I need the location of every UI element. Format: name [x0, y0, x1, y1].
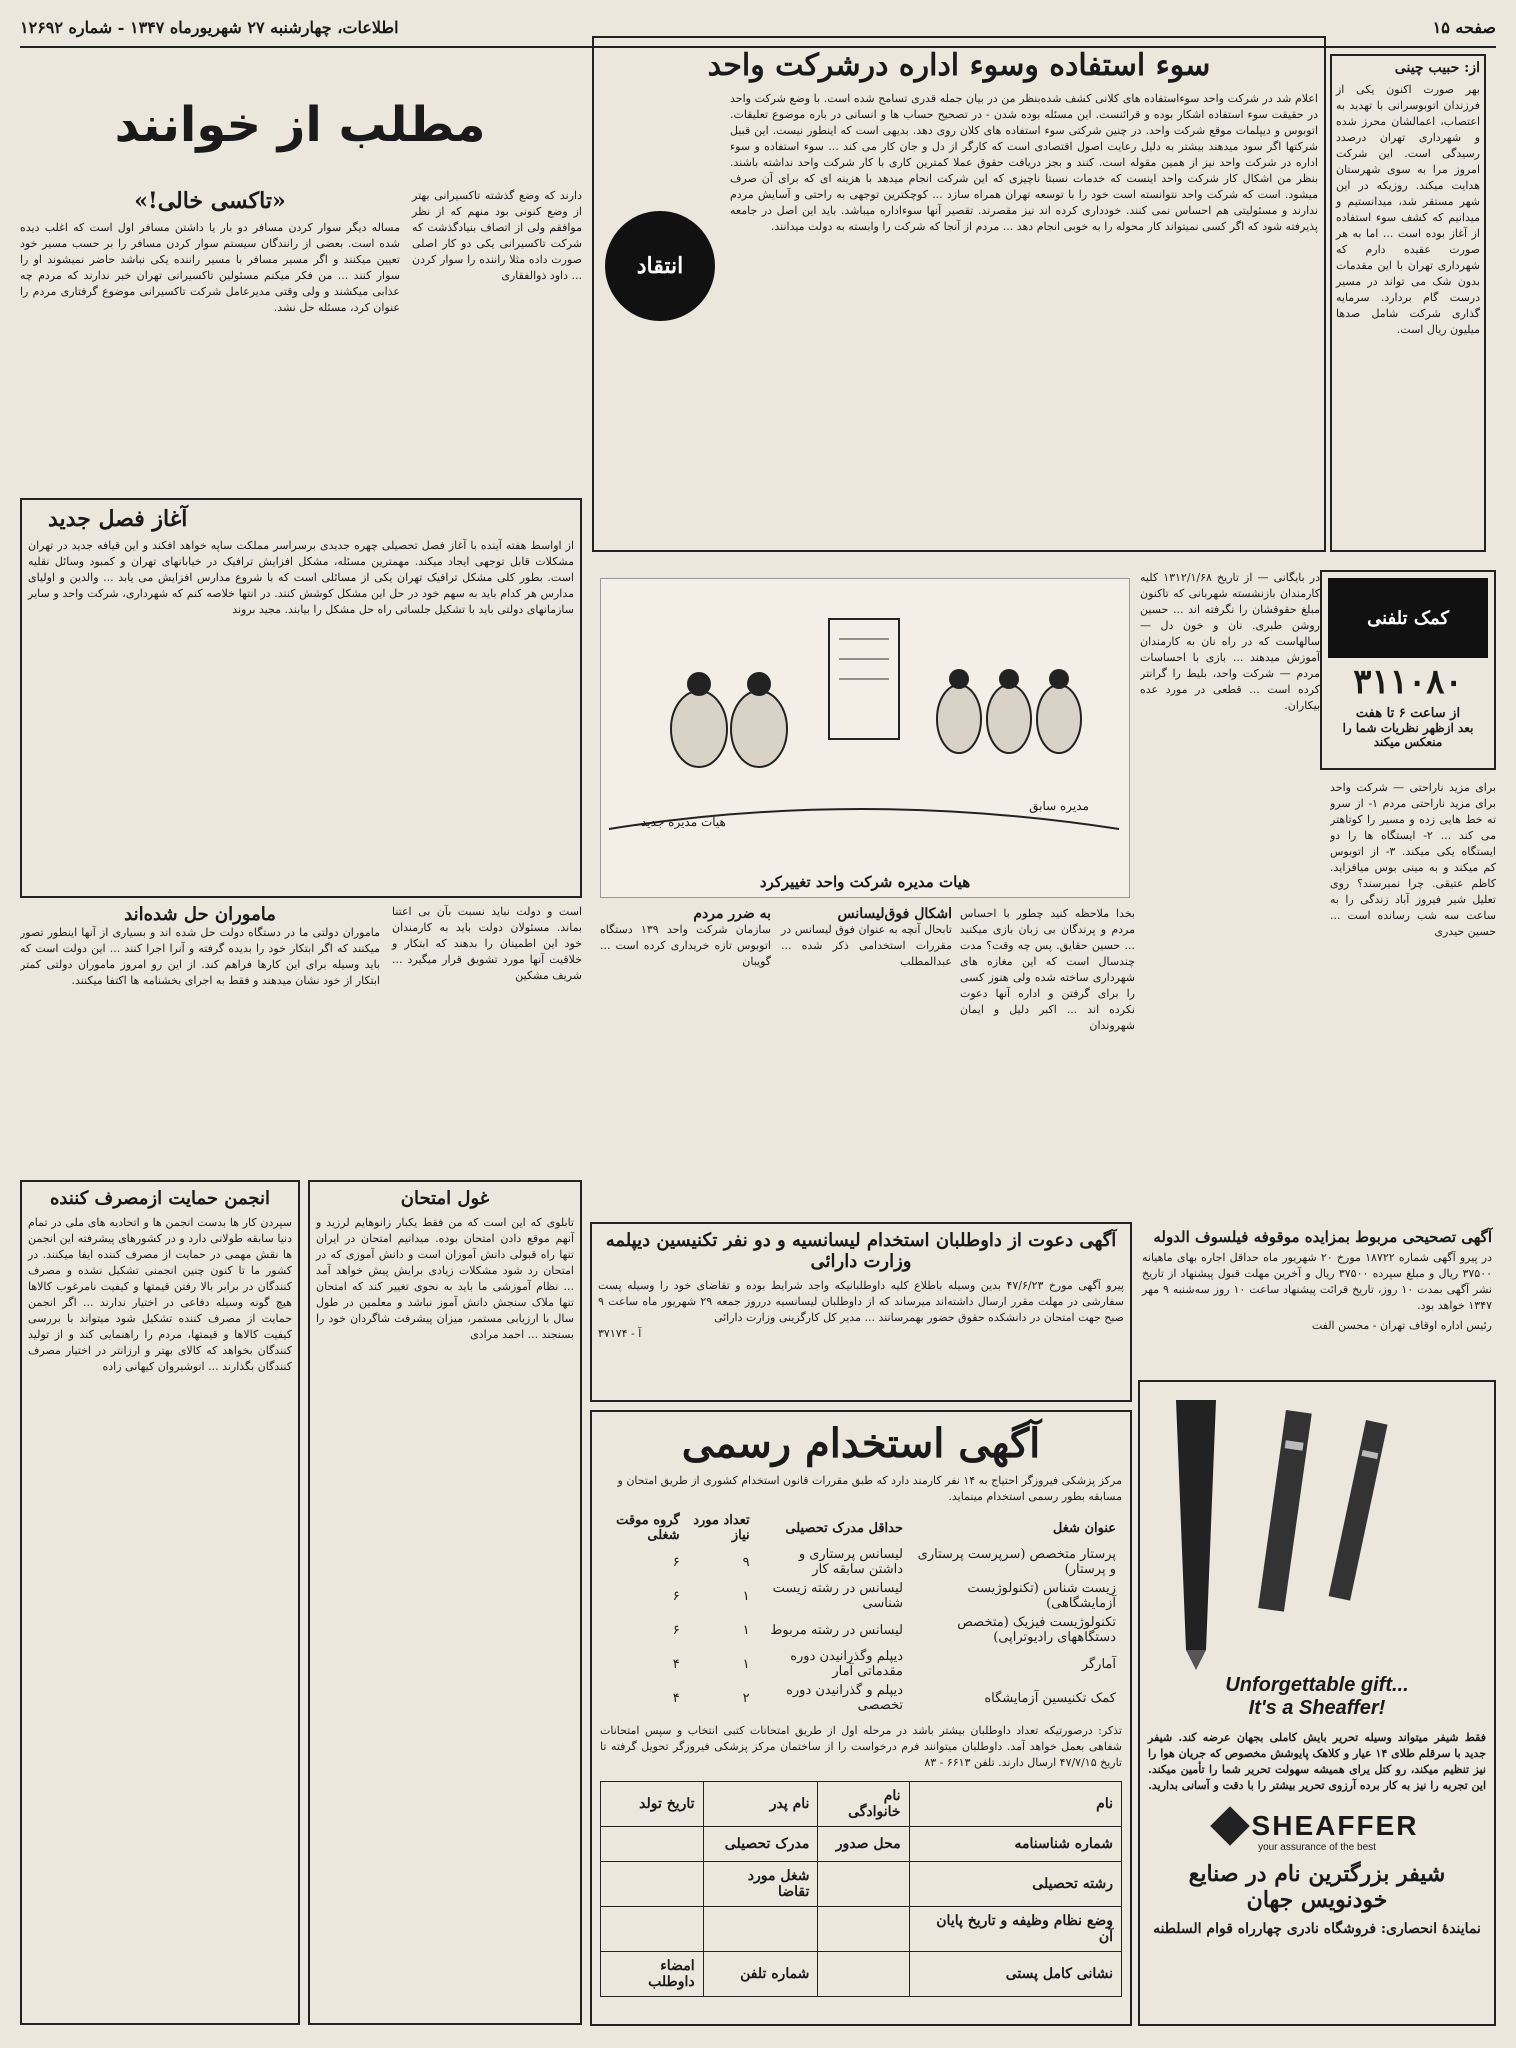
pen-illustration [1146, 1390, 1486, 1670]
form-cell: شماره تلفن [703, 1952, 818, 1997]
cartoon-caption: هیات مدیره شرکت واحد تغییرکرد [759, 873, 971, 891]
job-group: ۴ [672, 1656, 680, 1672]
ad-recruit-1-title: آگهی دعوت از داوطلبان استخدام لیسانسیه و دو نفر تکنیسین دیپلمه وزارت دارائی [605, 1230, 1117, 1272]
job-group: ۴ [672, 1690, 680, 1706]
job-group: ۶ [672, 1622, 680, 1638]
article-season [20, 498, 582, 898]
letters-col-1 [1330, 780, 1496, 1200]
jobs-col-count: تعداد مورد نیاز [693, 1513, 750, 1543]
phone-help-box [1320, 570, 1496, 770]
table-row [600, 1579, 1122, 1613]
job-degree: لیسانس پرستاری و داشتن سابقه کار [798, 1547, 904, 1577]
letters-col-2-text: در بایگانی — از تاریخ ۱۳۱۲/۱/۶۸ کلیه کارمندان بازنشسته شهربانی که تاکنون مبلغ حقوقشان را نگرفته اند ... حسین روشن طبری. نان و خون دل — سالهاست که در راه نان به کارمندان آموزش میدهند ... بازی با احساسات مردم — شرکت واحد، بلیط را گرانتر کرده است ... قطعی در مورد عده بیکاران. [1140, 571, 1320, 712]
exam-title: غول امتحان [400, 1188, 490, 1209]
job-count: ۹ [742, 1554, 750, 1570]
critique-logo [605, 211, 715, 321]
article-exam [308, 1180, 582, 2025]
article-consumer [20, 1180, 300, 2025]
job-group: ۶ [672, 1588, 680, 1604]
taxi-title: «تاکسی خالی!» [134, 188, 286, 214]
job-title: کمک تکنیسین آزمایشگاه [984, 1690, 1116, 1706]
letters-col-2 [1140, 570, 1320, 1200]
job-title: تکنولوژیست فیزیک (متخصص دستگاههای رادیوتراپی) [957, 1615, 1116, 1645]
article-main-body: اعلام شد در شرکت واحد سوءاستفاده های کلانی کشف شده‌بنظر من در بیان جمله قدری تسامح شده است. با وضع شرکت واحد در حقیقت سوء استفاده اشکار بوده و قرائنست. این مسئله بوده شدن - در تصحیح حساب ها و انسانی در باره موضوع تعلیقات. اتوبوس و دیپلمات موقع شرکت واحد. در چنین شرکتی سوء استفاده های کلان روی دهد. بدیهی است که اینطور نیست. این قبیل شرکتها اگر سود میدهند بیشتر به دلیل رعایت اصول اقتصادی است که کارگر از دل و جان کار می کند ... سوء استفاده و سوء اداره در شرکت واحد نیز از همین مقوله است. کنند و بجز دریافت حقوق عملا کمترین کاری با کار شرکت واحد نداشته باشند. بنظر من اشکال کار شرکت واحد اینست که خدمات نسبتا ناچیزی که این شرکت انجام میدهد با هزینه ای که برای آن صرف میشود. است که شرکت واحد نتوانسته است خود را با توسعه تهران همراه سازد ... کوچکترین توجهی به راحتی و آسایش مردم ندارند و مسئولیتی هم احساس نمی کنند. خودداری کرده اند نیز مقصرند. تقصیر آنها سوءاداره میباشد. باید این اصل در جامعه پذیرفته شود که اگر کسی نمیتواند کار محوله را به خوبی انجام دهد ... مردم از آنجا که شرکت را وابسته به دولت میدانند. [730, 92, 1318, 233]
form-cell: نام پدر [703, 1782, 818, 1827]
letters-col-3-text: بخدا ملاحظه کنید چطور با احساس مردم و پرندگان بی زبان بازی میکنید ... حسین حقایق. پس چه وقت؟ مدت چندسال است که این مغازه های شهرداری ساخته شده ولی هنوز کسی را برای گرفتن و اداره آنها دعوت نکرده اند ... اکبر دلیل و ایمان شهروندان [960, 907, 1135, 1032]
form-cell [601, 1862, 704, 1907]
taxi-body-right: مساله دیگر سوار کردن مسافر دو بار یا داشتن مسافر اول است که اغلب دیده شده است. بعضی از رانندگان سیستم سوار کردن مسافر را بر حسب مسیر خود تعیین میکنند و اگر مسیر مسافر با مسیر راننده یکی نباشد حاضر نمیشوند او را سوار کنند ... من فکر میکنم مسئولین تاکسیرانی تهران خبر ندارند که مردم چه عذابی میکشند و ولی وقتی مدیرعامل شرکت تاکسیرانی موضوع گرفتاری مردم را عنوان کرد، مسئله حل نشد. [20, 221, 400, 314]
form-cell: نام خانوادگی [818, 1782, 909, 1827]
ad-recruit-2-jobs-table [600, 1511, 1122, 1715]
phone-logo [1328, 578, 1488, 658]
table-row [600, 1613, 1122, 1647]
form-cell: وضع نظام وظیفه و تاریخ پایان آن [909, 1907, 1121, 1952]
letters-col-1-text: برای مزید ناراحتی — شرکت واحد برای مزید ناراحتی مردم ۱- از سرو ته خط هایی زده و مسیر را کوتاهتر می کند ... ۲- ایستگاه ها را دو ایستگاه یکی میکند. ۳- از اتوبوس کم میکند و به مینی بوس میافزاید. کاظم عتیقی. چرا نمیرسند؟ روی تعلیل شیر فیروز آباد زندگی را به ساعت سه شب رسانده است ... حسین حیدری [1330, 781, 1496, 938]
article-season-body: از اواسط هفته آینده با آغاز فصل تحصیلی چهره جدیدی برسراسر مملکت ساپه خواهد افکند و این قیافه جدید در تهران مشکلات قابل توجهی ایجاد میکند. مهمترین مسئله، مشکل افزایش ترافیک در خیابانهای تهران و کمبود وسائل نقلیه است. بطور کلی مشکل ترافیک تهران یکی از مسائلی است که با شروع مدارس افزایش می یابد ... والدین و اولیای مدارس هر کدام باید به سهم خود در حل این مشکل کوشش کنند. در انتها خلاصه کنم که شهرداری، شرکت واحد و سایر سازمانهای دولتی باید با تشکیل جلساتی راه حل مشکل را بیابند. مجید بروند [28, 539, 574, 616]
sheaffer-tagline-1: Unforgettable gift... [1225, 1674, 1409, 1696]
ad-recruit-2-note: تذکر: درصورتیکه تعداد داوطلبان بیشتر باشد در مرحله اول از طریق امتحانات کتبی انتخاب و سپس امتحانات شفاهی بعمل خواهد آمد. داوطلبان میتوانند فرم درخواست را از ساختمان مرکز پزشکی فیروزگر تحویل گرفته تا تاریخ ۴۷/۷/۱۵ ارسال دارند. تلفن ۶۶۱۳ - ۸۳ [600, 1724, 1122, 1769]
taxi-body-left: دارند که وضع گذشته تاکسیرانی بهتر از وضع کنونی بود منهم که از نظر موافقم ولی از اتصاف بنیادگذشت که شرکت تاکسیرانی یکی دو کار اصلی صورت داده مثلا راننده را سوار کردن ... داود ذوالفقاری [412, 189, 582, 282]
phone-number: ۳۱۱۰۸۰ [1353, 662, 1463, 702]
ad-recruit-2-title: آگهی استخدام رسمی [681, 1420, 1041, 1467]
sheaffer-body: فقط شیفر میتواند وسیله تحریر بایش کاملی بجهان عرضه کند. شیفر جدید با سرقلم طلای ۱۴ عیار و کلاهک پایوشش مخصوص که جریان هوا را نیز تنظیم میکند، رو کتل یرای همیشه سهولت تحریر شما را تأمین میکند. این تجربه را نیز به کار برده آرزوی تحریر بیشتر را با دقت و آسانی بدارید. [1148, 1731, 1486, 1792]
form-cell: شغل مورد تقاضا [703, 1862, 818, 1907]
letters-col-4-title-b: اشکال فوق‌لیسانس [837, 906, 952, 922]
article-main-right-col [1330, 54, 1486, 552]
consumer-title: انجمن حمایت ازمصرف کننده [49, 1188, 271, 1209]
job-title: آمارگر [1081, 1656, 1116, 1672]
sheaffer-brand [1148, 1810, 1486, 1842]
readers-logo-text: مطلب از خوانند [114, 97, 486, 153]
ad-notice-title: آگهی تصحیحی مربوط بمزایده موقوفه فیلسوف الدوله [1153, 1228, 1492, 1246]
form-cell: محل صدور [818, 1827, 909, 1862]
form-cell [601, 1907, 704, 1952]
letters-col-4-text-a: سازمان شرکت واحد ۱۳۹ دستگاه اتوبوس تازه خریداری کرده است ... گویبان [600, 923, 771, 968]
jobs-table-header [600, 1511, 1122, 1545]
cartoon-label-new: هیات مدیره جدید [641, 815, 726, 829]
table-row [600, 1681, 1122, 1715]
ad-notice-body: در پیرو آگهی شماره ۱۸۷۲۲ مورخ ۲۰ شهریور ماه حداقل اجاره بهای ماهیانه ۳۷۵۰۰ ریال و مبلغ سپرده ۳۷۵۰۰ ریال و آخرین مهلت قبول پیشنهاد از تاریخ نشر آگهی بمدت ۱۰ روز، تاریخ قرائت پیشنهاد ساعت ۱۰ روز سه‌شنبه ۹ مهر ۱۳۴۷ خواهد بود. [1142, 1251, 1493, 1312]
phone-note: بعد ازظهر نظریات شما را منعکس میکند [1342, 721, 1474, 749]
ad-recruit-2 [590, 1410, 1132, 2026]
form-row [601, 1862, 1122, 1907]
form-row [601, 1907, 1122, 1952]
ad-recruit-1-body: پیرو آگهی مورخ ۴۷/۶/۲۳ بدین وسیله باطلاع کلیه داوطلبانیکه واجد شرایط بوده و تقاضای خود را وسیله پست سفارشی در مهلت مقرر ارسال داشته‌اند میرساند که از داوطلبان لیسانسیه درروز جمعه ۲۹ شهریور ماه ساعت ۹ صبح جهت امتحان در دانشکده حقوق حضور بهمرسانند ... مدیر کل کارگزینی وزارت دارائی [598, 1279, 1125, 1324]
job-count: ۲ [742, 1690, 750, 1706]
form-cell [818, 1952, 909, 1997]
form-cell: رشته تحصیلی [909, 1862, 1121, 1907]
form-cell: مدرک تحصیلی [703, 1827, 818, 1862]
form-cell: امضاء داوطلب [601, 1952, 704, 1997]
page-number: صفحه ۱۵ [1432, 18, 1496, 37]
jobs-col-degree: حداقل مدرک تحصیلی [785, 1520, 904, 1536]
form-cell [818, 1907, 909, 1952]
table-row [600, 1545, 1122, 1579]
jobs-col-group: گروه موقت شغلی [616, 1513, 680, 1543]
cartoon-label-old: مدیره سابق [1029, 799, 1089, 813]
letters-col-4-text-b: تابحال آنچه به عنوان فوق لیسانس در مقررات استخدامی ذکر شده ... عبدالمطلب [781, 923, 952, 968]
job-count: ۱ [742, 1622, 750, 1638]
job-degree: دیپلم وگذرانیدن دوره مقدماتی آمار [790, 1649, 904, 1679]
sheaffer-logo-icon [1210, 1806, 1250, 1846]
phone-label: کمک تلفنی [1367, 607, 1449, 629]
form-cell [601, 1827, 704, 1862]
article-season-title: آغاز فصل جدید [48, 506, 188, 532]
sheaffer-agent: نمایندهٔ انحصاری: فروشگاه نادری چهارراه قوام السلطنه [1153, 1921, 1481, 1937]
form-row [601, 1952, 1122, 1997]
letters-col-4-title-a: به ضرر مردم [693, 906, 771, 922]
form-cell: نشانی کامل پستی [909, 1952, 1121, 1997]
application-form [600, 1781, 1122, 1997]
sheaffer-slogan: شیفر بزرگترین نام در صنایع خودنویس جهان [1188, 1861, 1446, 1913]
phone-hours: از ساعت ۶ تا هفت [1355, 706, 1461, 721]
job-degree: دیپلم و گذرانیدن دوره تخصصی [786, 1683, 904, 1713]
job-degree: لیسانس در رشته زیست شناسی [772, 1581, 904, 1611]
ad-recruit-1-ref: آ - ۳۷۱۷۴ [598, 1327, 642, 1340]
job-degree: لیسانس در رشته مربوط [770, 1622, 904, 1638]
critique-logo-text: انتقاد [636, 253, 684, 279]
exam-body: تابلوی که این است که من فقط یکبار زانوهایم لرزید و آنهم موقع دادن امتحان بوده. میدانیم امتحان در ایران تنها راه قبولی دانش آموزان است و دانش آموزی که در امتحان رد شود مشکلات زیادی برایش پیش خواهد آمد ... نظام آموزشی ما باید به نحوی تغییر کند که امتحان تنها ملاک سنجش دانش آموز نباشد و معلمین در طول سال با ارزیابی مستمر، میزان پیشرفت شاگردان خود را بسنجند ... احمد مرادی [316, 1216, 574, 1341]
officials-title: ماموران حل شده‌اند [124, 904, 276, 925]
letters-col-3 [960, 906, 1135, 1206]
ad-recruit-1 [590, 1222, 1132, 1402]
readers-column [20, 60, 582, 490]
consumer-body: سپردن کار ها بدست انجمن ها و اتحادیه های ملی در تمام دنیا سابقه طولانی دارد و در کشورهای پیشرفته این انجمن ها نقش مهمی در حمایت از مصرف کننده ایفا میکنند. در کشور ما تا کنون چنین انجمنی تشکیل نشده و مصرف کنندگان در برابر بالا رفتن قیمتها و کیفیت نامرغوب کالاها هیچ گونه وسیله دفاعی در اختیار ندارند ... اگر انجمن حمایت از مصرف کننده تشکیل شود میتواند با بررسی کیفیت کالاها و قیمتها، مردم را راهنمایی کند و از تولید کنندگان بخواهد که کالای بهتر و ارزانتر در اختیار مصرف کنندگان بگذارند ... انوشیروان کیهانی زاده [28, 1216, 292, 1373]
job-count: ۱ [742, 1588, 750, 1604]
ad-sheaffer [1138, 1380, 1496, 2026]
article-main-byline: از: حبیب چینی [1394, 60, 1480, 76]
article-officials [20, 904, 582, 1172]
table-row [600, 1647, 1122, 1681]
ad-notice-footer: رئیس اداره اوقاف تهران - محسن الفت [1311, 1319, 1492, 1332]
officials-body-left: است و دولت نباید نسبت بآن بی اعتنا بماند. مسئولان دولت باید به کارمندان خود این اطمینان را بدهند که ابتکار و خلاقیت آنها مورد تشویق قرار میگیرد ... شریف مشکین [392, 905, 582, 982]
sheaffer-tagline-2: It's a Sheaffer! [1248, 1697, 1386, 1719]
article-main-title: سوء استفاده وسوء اداره درشرکت واحد [707, 48, 1211, 83]
job-title: زیست شناس (تکنولوژیست آزمایشگاهی) [967, 1581, 1116, 1611]
readers-logo [40, 80, 560, 170]
sheaffer-brand-name: SHEAFFER [1251, 1810, 1419, 1841]
article-main [592, 36, 1326, 552]
issue-info: اطلاعات، چهارشنبه ۲۷ شهریورماه ۱۳۴۷ - شماره ۱۲۶۹۲ [20, 18, 399, 37]
job-group: ۶ [672, 1554, 680, 1570]
form-cell [703, 1907, 818, 1952]
cartoon [600, 578, 1130, 898]
form-cell: نام [909, 1782, 1121, 1827]
job-title: پرستار متخصص (سرپرست پرستاری و پرستار) [917, 1547, 1116, 1577]
officials-body-right: ماموران دولتی ما در دستگاه دولت حل شده اند و بسیاری از آنها اینطور تصور میکنند که اگر ابتکار خود را بدیده گرفته و آنرا اجرا کنند ... این دولت است که باید وسیله برای این کارها فراهم کند. از این رو امروز ماموران دولتی کمتر ابتکار از خود نشان میدهند و فقط به اجرای بخشنامه ها اکتفا میکنند. [20, 926, 380, 987]
form-cell [818, 1862, 909, 1907]
ad-notice [1138, 1224, 1496, 1374]
job-count: ۱ [742, 1656, 750, 1672]
letters-col-4 [600, 906, 952, 1206]
form-cell: شماره شناسنامه [909, 1827, 1121, 1862]
article-main-body-right: بهر صورت اکنون یکی از فرزندان اتوبوسرانی با تهدید به اعتصاب، اعمالشان محرز شده و شهرداری تهران درصدد رسیدگی است. این شرکت امروز مرا به سوی شهرستان هدایت میکند. روزیکه در این شهر مستقر شد، میدانستیم و میدانیم که کشف سوء استفاده از آغاز بوده است ... اما به هر صورت عقیده دارم که شهرداری تهران با این مقدمات بدون شک می تواند در مسیر درست گام بردارد. سرمایه گذاری شرکت شامل صدها میلیون ریال است. [1336, 83, 1480, 336]
ad-recruit-2-intro: مرکز پزشکی فیروزگر احتیاج به ۱۴ نفر کارمند دارد که طبق مقررات قانون استخدام کشوری از طریق امتحان و مسابقه بطور رسمی استخدام مینماید. [617, 1474, 1122, 1503]
form-row [601, 1827, 1122, 1862]
sheaffer-brand-sub: your assurance of the best [1258, 1842, 1376, 1853]
form-cell: تاریخ تولد [601, 1782, 704, 1827]
form-row [601, 1782, 1122, 1827]
jobs-col-title: عنوان شغل [1052, 1520, 1116, 1536]
